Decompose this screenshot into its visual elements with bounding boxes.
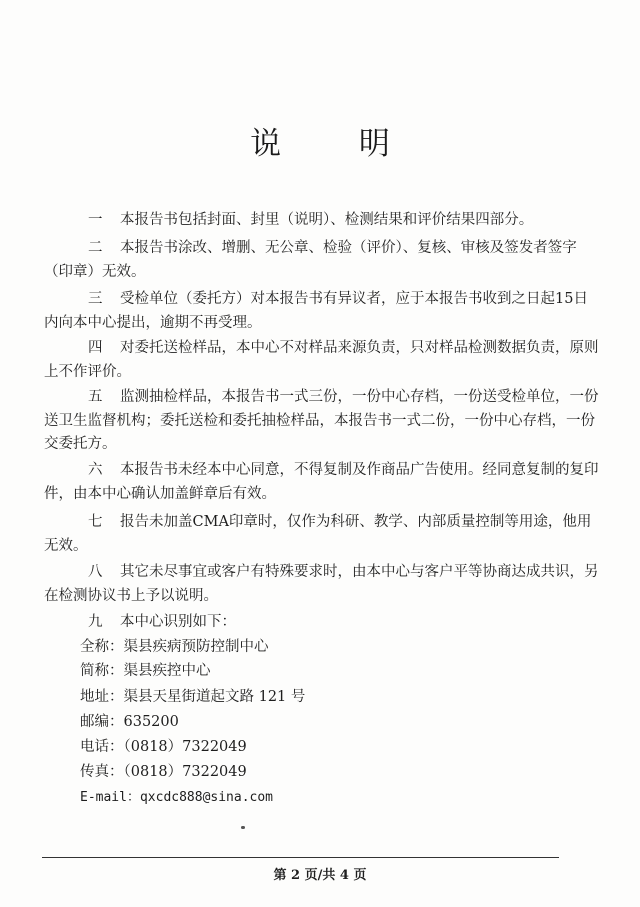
page-title: 说 明 xyxy=(250,126,424,162)
clause-label: 四 xyxy=(88,340,103,356)
page-number: 第 2 页/共 4 页 xyxy=(273,868,367,883)
clause-2 xyxy=(44,237,600,284)
clause-8 xyxy=(44,561,600,608)
clause-text: 其它未尽事宜或客户有特殊要求时，由本中心与客户平等协商达成共识，另在检测协议书上予以说明。 xyxy=(44,564,599,604)
clause-4 xyxy=(44,337,600,384)
clause-7 xyxy=(44,511,600,558)
clause-5 xyxy=(44,386,600,457)
clause-label: 三 xyxy=(88,291,103,307)
clause-3 xyxy=(44,288,600,335)
short-name: 简称：渠县疾控中心 xyxy=(80,663,211,679)
clause-text: 监测抽检样品，本报告书一式三份，一份中心存档，一份送受检单位，一份送卫生监督机构；委托送检和委托抽检样品，本报告书一式二份，一份中心存档，一份交委托方。 xyxy=(44,389,599,452)
clause-text: 本报告书未经本中心同意，不得复制及作商品广告使用。经同意复制的复印件，由本中心确认加盖鲜章后有效。 xyxy=(44,462,599,502)
clause-text: 报告未加盖CMA印章时，仅作为科研、教学、内部质量控制等用途，他用无效。 xyxy=(44,514,592,554)
clause-6 xyxy=(44,459,600,506)
address: 地址：渠县天星街道起文路 121 号 xyxy=(80,689,306,705)
clause-text: 本报告书包括封面、封里（说明）、检测结果和评价结果四部分。 xyxy=(120,212,534,228)
phone: 电话：（0818）7322049 xyxy=(80,739,247,755)
clause-label: 五 xyxy=(88,389,103,405)
clause-9 xyxy=(44,611,600,635)
full-name: 全称：渠县疾病预防控制中心 xyxy=(80,639,269,655)
clause-label: 六 xyxy=(88,462,103,478)
fax: 传真：（0818）7322049 xyxy=(80,764,247,780)
clause-text: 本报告书涂改、增删、无公章、检验（评价）、复核、审核及签发者签字（印章）无效。 xyxy=(44,240,577,280)
clause-text: 对委托送检样品，本中心不对样品来源负责，只对样品检测数据负责，原则上不作评价。 xyxy=(44,340,599,380)
clause-text: 受检单位（委托方）对本报告书有异议者，应于本报告书收到之日起15日内向本中心提出，逾期不再受理。 xyxy=(44,291,588,331)
clause-label: 九 xyxy=(88,614,103,630)
clause-label: 八 xyxy=(88,564,103,580)
email: E-mail：qxcdc888@sina.com xyxy=(80,790,274,805)
clause-label: 一 xyxy=(88,212,103,228)
clause-text: 本中心识别如下： xyxy=(120,614,236,630)
clause-label: 七 xyxy=(88,514,103,530)
footer-rule xyxy=(42,857,559,858)
postcode: 邮编：635200 xyxy=(80,714,179,730)
ink-speck xyxy=(241,826,245,829)
clause-label: 二 xyxy=(88,240,103,256)
clause-1 xyxy=(44,209,600,233)
